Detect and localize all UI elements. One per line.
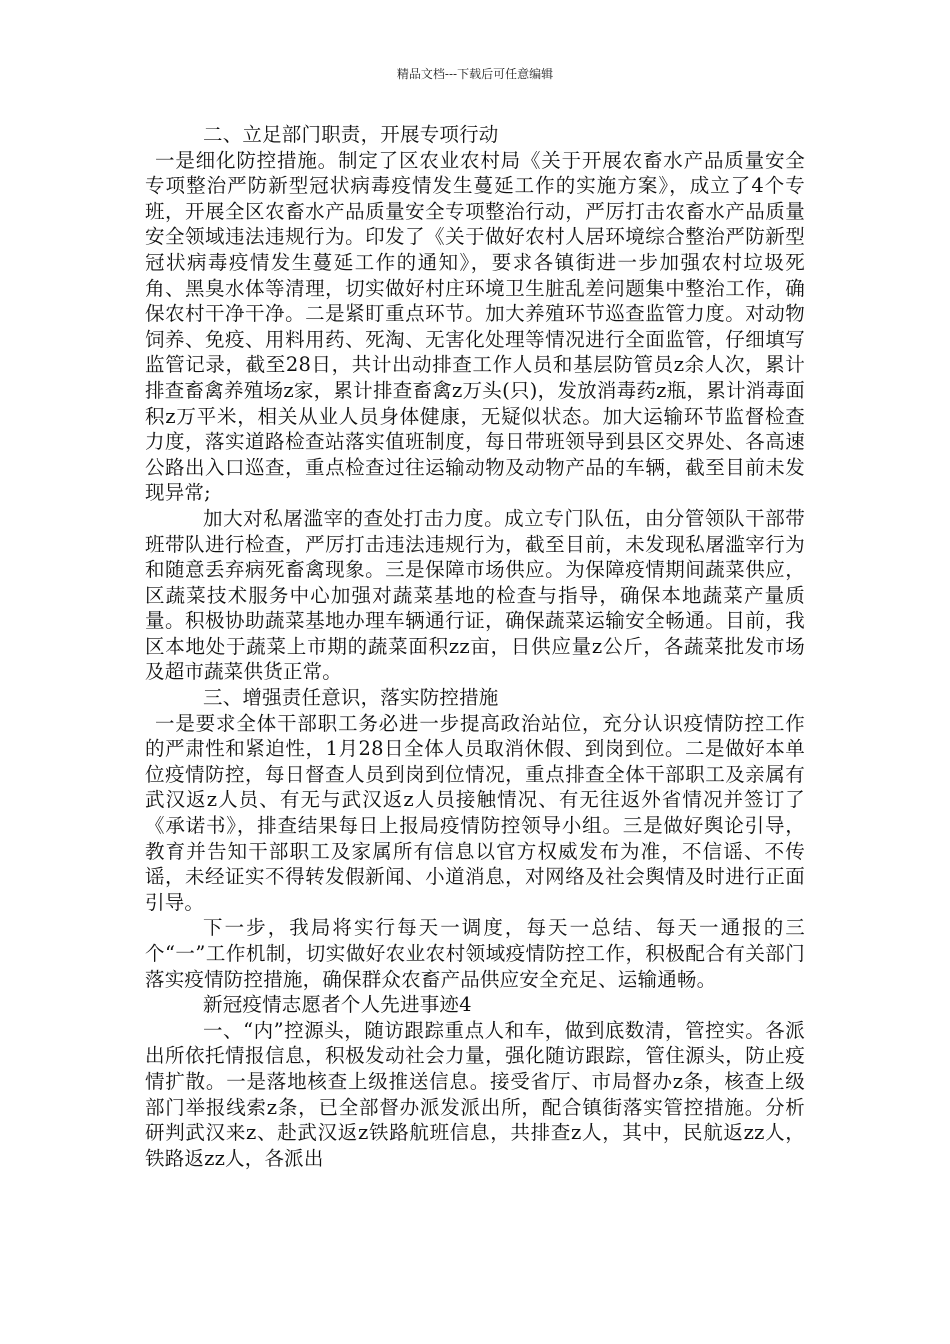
- section-heading-3: 三、增强责任意识，落实防控措施: [203, 686, 499, 710]
- paragraph: 加大对私屠滥宰的查处打击力度。成立专门队伍，由分管领队干部带班带队进行检查，严厉打击违法违规行为，截至目前，未发现私屠滥宰行为和随意丢弃病死畜禽现象。三是保障市场供应。为保障疫情期间蔬菜供应，区蔬菜技术服务中心加强对蔬菜基地的检查与指导，确保本地蔬菜产量质量。积极协助蔬菜基地办理车辆通行证，确保蔬菜运输安全畅通。目前，我区本地处于蔬菜上市期的蔬菜面积zz亩，日供应量z公斤，各蔬菜批发市场及超市蔬菜供货正常。: [145, 506, 805, 684]
- paragraph: 一、“内”控源头，随访跟踪重点人和车，做到底数清，管控实。各派出所依托情报信息，积极发动社会力量，强化随访跟踪，管住源头，防止疫情扩散。一是落地核查上级推送信息。接受省厅、市局督办z条，核查上级部门举报线索z条，已全部督办派发派出所，配合镇街落实管控措施。分析研判武汉来z、赴武汉返z铁路航班信息，共排查z人，其中，民航返zz人，铁路返zz人，各派出: [145, 1018, 805, 1170]
- article-title: 新冠疫情志愿者个人先进事迹4: [203, 993, 472, 1017]
- paragraph: 一是细化防控措施。制定了区农业农村局《关于开展农畜水产品质量安全专项整治严防新型冠状病毒疫情发生蔓延工作的实施方案》，成立了4个专班，开展全区农畜水产品质量安全专项整治行动，严厉打击农畜水产品质量安全领域违法违规行为。印发了《关于做好农村人居环境综合整治严防新型冠状病毒疫情发生蔓延工作的通知》，要求各镇街进一步加强农村垃圾死角、黑臭水体等清理，切实做好村庄环境卫生脏乱差问题集中整治工作，确保农村干净干净。二是紧盯重点环节。加大养殖环节巡查监管力度。对动物饲养、免疫、用料用药、死淘、无害化处理等情况进行全面监管，仔细填写监管记录，截至28日，共计出动排查工作人员和基层防管员z余人次，累计排查畜禽养殖场z家，累计排查畜禽z万头(只)，发放消毒药z瓶，累计消毒面积z万平米，相关从业人员身体健康，无疑似状态。加大运输环节监督检查力度，落实道路检查站落实值班制度，每日带班领导到县区交界处、各高速公路出入口巡查，重点检查过往运输动物及动物产品的车辆，截至目前未发现异常;: [145, 148, 805, 505]
- section-heading-2: 二、立足部门职责，开展专项行动: [203, 123, 499, 146]
- paragraph: 下一步，我局将实行每天一调度，每天一总结、每天一通报的三个“一”工作机制，切实做好农业农村领域疫情防控工作，积极配合有关部门落实疫情防控措施，确保群众农畜产品供应安全充足、运输通畅。: [145, 916, 805, 991]
- document-body: [145, 122, 805, 1171]
- page-header: 精品文档---下载后可任意编辑: [396, 67, 554, 81]
- paragraph: 一是要求全体干部职工务必进一步提高政治站位，充分认识疫情防控工作的严肃性和紧迫性，1月28日全体人员取消休假、到岗到位。二是做好本单位疫情防控，每日督查人员到岗到位情况，重点排查全体干部职工及亲属有武汉返z人员、有无与武汉返z人员接触情况、有无往返外省情况并签订了《承诺书》，排查结果每日上报局疫情防控领导小组。三是做好舆论引导，教育并告知干部职工及家属所有信息以官方权威发布为准，不信谣、不传谣，未经证实不得转发假新闻、小道消息，对网络及社会舆情及时进行正面引导。: [145, 711, 805, 914]
